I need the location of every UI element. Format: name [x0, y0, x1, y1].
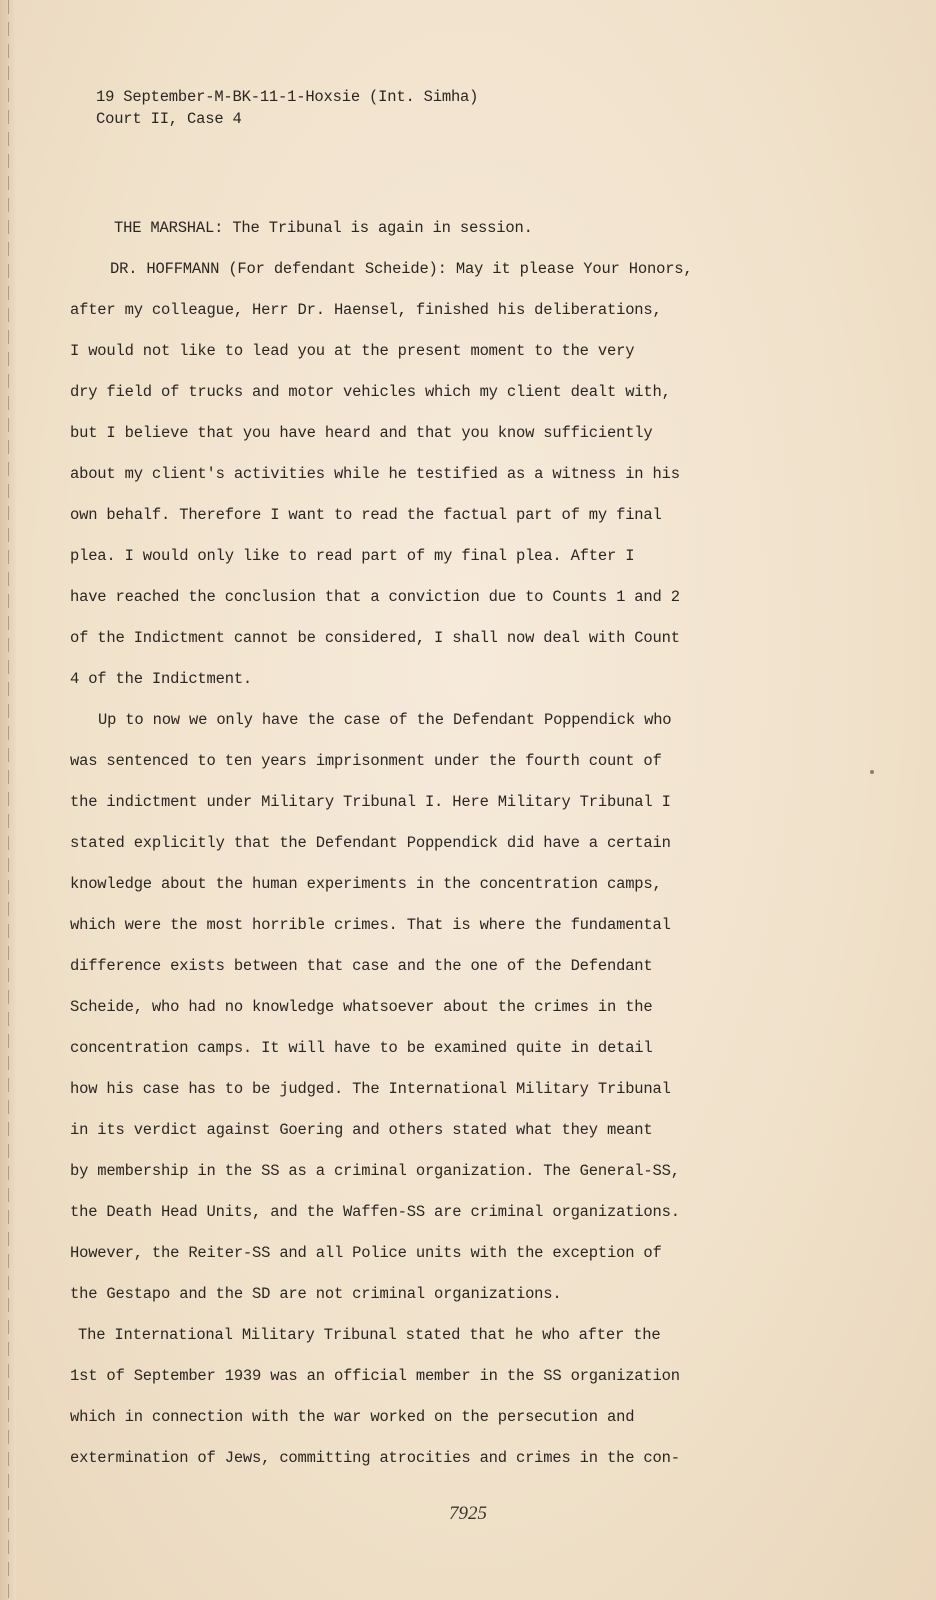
text-line: which were the most horrible crimes. That is where the fundamental [70, 916, 671, 934]
text-line: dry field of trucks and motor vehicles which my client dealt with, [70, 383, 671, 401]
text-line: However, the Reiter-SS and all Police units with the exception of [70, 1244, 662, 1262]
text-line: the indictment under Military Tribunal I. Here Military Tribunal I [70, 793, 671, 811]
text-line: difference exists between that case and the one of the Defendant [70, 957, 653, 975]
paper-speck [870, 770, 874, 774]
text-line: the Gestapo and the SD are not criminal organizations. [70, 1285, 562, 1303]
transcript-header [96, 86, 478, 130]
text-line: about my client's activities while he testified as a witness in his [70, 465, 680, 483]
text-line: was sentenced to ten years imprisonment under the fourth count of [70, 752, 662, 770]
text-line: Up to now we only have the case of the Defendant Poppendick who [98, 711, 672, 729]
text-line: own behalf. Therefore I want to read the factual part of my final [70, 506, 662, 524]
text-line: I would not like to lead you at the present moment to the very [70, 342, 635, 360]
text-line: DR. HOFFMANN (For defendant Scheide): May it please Your Honors, [110, 260, 693, 278]
text-line: Scheide, who had no knowledge whatsoever about the crimes in the [70, 998, 653, 1016]
text-line: but I believe that you have heard and that you know sufficiently [70, 424, 653, 442]
text-line: after my colleague, Herr Dr. Haensel, finished his deliberations, [70, 301, 662, 319]
text-line: plea. I would only like to read part of my final plea. After I [70, 547, 635, 565]
text-line: 1st of September 1939 was an official member in the SS organization [70, 1367, 680, 1385]
header-line-1: 19 September-M-BK-11-1-Hoxsie (Int. Simha) [96, 88, 479, 106]
text-line: concentration camps. It will have to be examined quite in detail [70, 1039, 653, 1057]
text-line: THE MARSHAL: The Tribunal is again in session. [114, 219, 533, 237]
page-left-edge [0, 0, 16, 1600]
text-line: the Death Head Units, and the Waffen-SS are criminal organizations. [70, 1203, 680, 1221]
page-number: 7925 [449, 1503, 487, 1524]
text-line: knowledge about the human experiments in the concentration camps, [70, 875, 662, 893]
text-line: which in connection with the war worked on the persecution and [70, 1408, 635, 1426]
transcript-body [70, 208, 770, 1479]
text-line: how his case has to be judged. The International Military Tribunal [70, 1080, 671, 1098]
text-line: extermination of Jews, committing atrocities and crimes in the con- [70, 1449, 680, 1467]
text-line: have reached the conclusion that a conviction due to Counts 1 and 2 [70, 588, 680, 606]
text-line: The International Military Tribunal stated that he who after the [78, 1326, 661, 1344]
text-line: 4 of the Indictment. [70, 670, 253, 688]
header-line-2: Court II, Case 4 [96, 110, 242, 128]
text-line: of the Indictment cannot be considered, I shall now deal with Count [70, 629, 680, 647]
text-line: by membership in the SS as a criminal organization. The General-SS, [70, 1162, 680, 1180]
text-line: stated explicitly that the Defendant Poppendick did have a certain [70, 834, 671, 852]
text-line: in its verdict against Goering and others stated what they meant [70, 1121, 653, 1139]
